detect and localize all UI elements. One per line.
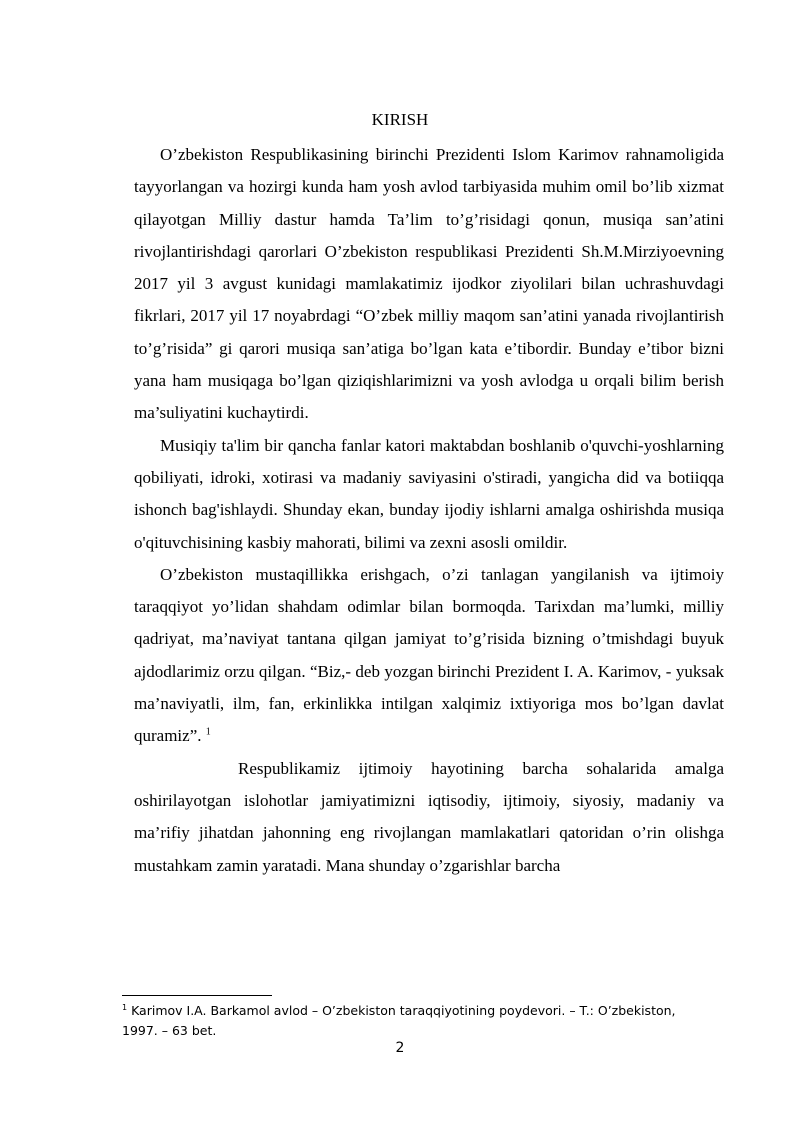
footnote-reference[interactable]: 1: [205, 726, 211, 738]
paragraph-2: Musiqiy ta'lim bir qancha fanlar katori maktabdan boshlanib o'quvchi-yoshlarning qobiliyati, idroki, xotirasi va madaniy saviyasini o'stiradi, yangicha did va botiiqqa ishonch bag'ishlaydi. Shunday ekan, bunday ijodiy ishlarni amalga oshirishda musiqa o'qituvchisining kasbiy mahorati, bilimi va zexni asosli omildir.: [134, 435, 724, 552]
footnote-separator: [122, 995, 272, 996]
footnote-text: Karimov I.A. Barkamol avlod – O’zbekiston taraqqiyotining poydevori. – T.: O’zbekiston, 1997. – 63 bet.: [122, 1003, 676, 1038]
footnote: [122, 1001, 702, 1041]
paragraph-1: O’zbekiston Respublikasining birinchi Prezidenti Islom Karimov rahnamoligida tayyorlangan va hozirgi kunda ham yosh avlod tarbiyasida muhim omil bo’lib xizmat qilayotgan Milliy dastur hamda Ta’lim to’g’risidagi qonun, musiqa san’atini rivojlantirishdagi qarorlari O’zbekiston respublikasi Prezidenti Sh.M.Mirziyoevning 2017 yil 3 avgust kunidagi mamlakatimiz ijodkor ziyolilari bilan uchrashuvdagi fikrlari, 2017 yil 17 noyabrdagi “O’zbek milliy maqom san’atini yanada rivojlantirish to’g’risida” gi qarori musiqa san’atiga bo’lgan kata e’tibordir. Bunday e’tibor bizni yana ham musiqaga bo’lgan qiziqishlarimizni va yosh avlodga u orqali bilim berish ma’suliyatini kuchaytirdi.: [134, 145, 724, 423]
paragraph-4: Respublikamiz ijtimoiy hayotining barcha sohalarida amalga oshirilayotgan islohotlar jamiyatimizni iqtisodiy, ijtimoiy, siyosiy, madaniy va ma’rifiy jihatdan jahonning eng rivojlangan mamlakatlari qatoridan o’rin olishga mustahkam zamin yaratadi. Mana shunday o’zgarishlar barcha: [134, 758, 724, 875]
paragraph-3: [134, 559, 724, 753]
body-text: [134, 139, 724, 882]
paragraph-3-text: O’zbekiston mustaqillikka erishgach, o’zi tanlagan yangilanish va ijtimoiy taraqqiyot yo’lidan shahdam odimlar bilan bormoqda. Tarixdan ma’lumki, milliy qadriyat, ma’naviyat tantana qilgan jamiyat to’g’risida bizning o’tmishdagi buyuk ajdodlarimiz orzu qilgan. “Biz,- deb yozgan birinchi Prezident I. A. Karimov, - yuksak ma’naviyatli, ilm, fan, erkinlikka intilgan xalqimiz ixtiyoriga mos bo’lgan davlat quramiz”.: [134, 564, 724, 746]
page-number: 2: [395, 1040, 405, 1056]
footnote-marker: 1: [122, 1002, 128, 1012]
page-title: KIRISH: [371, 110, 429, 129]
